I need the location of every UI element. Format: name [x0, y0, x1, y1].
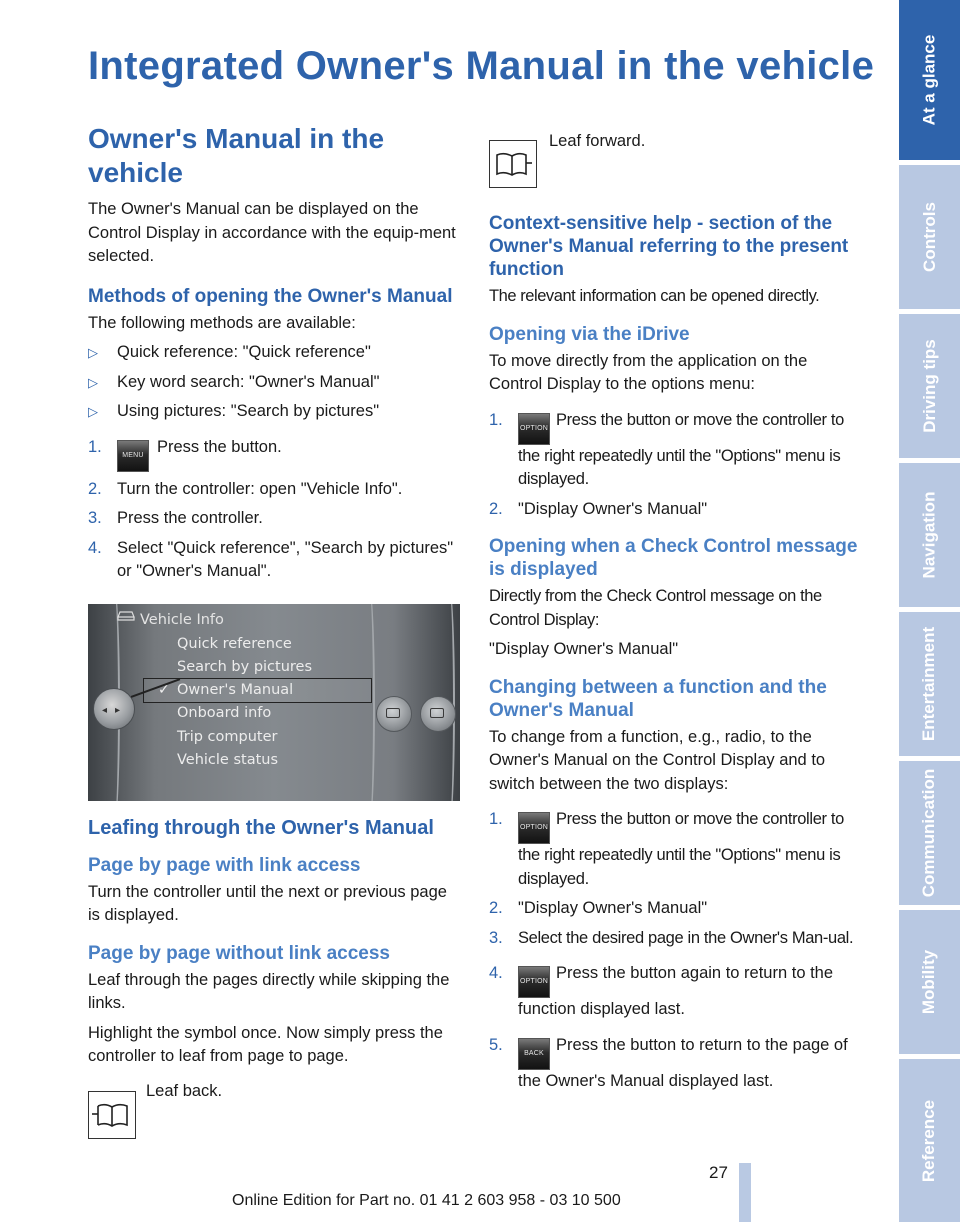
arrows-icon: ◂▸: [102, 704, 129, 716]
section-title: Owner's Manual in the vehicle: [88, 123, 385, 188]
leafing-heading: Leafing through the Owner's Manual: [88, 816, 434, 839]
checkmark-icon: ✓: [158, 682, 170, 699]
screen-menu-item-selected: ✓ Owner's Manual: [144, 679, 371, 702]
list-item: ▷ Quick reference: "Quick reference": [88, 341, 460, 365]
check-control-option: "Display Owner's Manual": [489, 640, 679, 658]
context-help-text: The relevant information can be opened directly.: [489, 287, 820, 305]
step-item: 1. OPTION Press the button or move the controller to the right repeatedly until the "Options" menu is displayed.: [489, 810, 844, 888]
tab-communication[interactable]: Communication: [899, 761, 960, 905]
leaf-back-icon: [88, 1091, 136, 1139]
methods-heading: Methods of opening the Owner's Manual: [88, 285, 453, 307]
step-item: 1. MENU Press the button.: [88, 436, 460, 472]
screen-menu-item: Trip computer: [177, 728, 278, 745]
opening-steps: [88, 436, 460, 584]
switch-intro: To change from a function, e.g., radio, to the Owner's Manual on the Control Display and to switch between the two displays:: [489, 727, 826, 793]
screen-menu: [158, 633, 371, 773]
list-item: ▷ Using pictures: "Search by pictures": [88, 400, 460, 424]
left-column: [88, 122, 460, 1139]
idrive-steps: [489, 409, 863, 522]
step-item: 3. Select the desired page in the Owner's Man‐ual.: [489, 928, 854, 947]
triangle-bullet-icon: ▷: [88, 345, 98, 360]
page-title: Integrated Owner's Manual in the vehicle: [88, 44, 875, 88]
switch-steps: [489, 808, 863, 1093]
tab-reference[interactable]: Reference: [899, 1059, 960, 1222]
step-item: 2. "Display Owner's Manual": [489, 499, 708, 518]
leaf-back-label: Leaf back.: [146, 1081, 223, 1100]
context-help-heading: Context-sensitive help - section of the Owner's Manual referring to the present function: [489, 213, 849, 280]
back-button-icon: BACK: [518, 1038, 550, 1070]
check-control-text: Directly from the Check Control message on the Control Display:: [489, 587, 822, 629]
leaf-forward-label: Leaf forward.: [549, 132, 646, 150]
step-item: 3. Press the controller.: [88, 509, 263, 527]
idrive-intro: To move directly from the application on the Control Display to the options menu:: [489, 351, 808, 393]
screen-menu-item: Search by pictures: [177, 658, 313, 675]
screen-menu-item: Vehicle status: [177, 751, 279, 768]
no-link-access-heading: Page by page without link access: [88, 942, 390, 964]
menu-button-icon: MENU: [117, 440, 149, 472]
step-item: 2. "Display Owner's Manual": [489, 899, 708, 917]
tab-driving-tips[interactable]: Driving tips: [899, 314, 960, 458]
leaf-back-row: [88, 1081, 460, 1139]
page-number: 27: [709, 1163, 728, 1182]
display-knob-icon: [376, 696, 412, 732]
triangle-bullet-icon: ▷: [88, 374, 98, 390]
display-knob-icon: [420, 696, 456, 732]
triangle-bullet-icon: ▷: [88, 404, 98, 419]
screen-menu-item: Onboard info: [177, 705, 272, 722]
methods-intro: The following methods are available:: [88, 313, 356, 332]
tab-entertainment[interactable]: Entertainment: [899, 612, 960, 756]
option-button-icon: OPTION: [518, 966, 550, 998]
step-item: 2. Turn the controller: open "Vehicle Info".: [88, 479, 403, 498]
list-item: ▷ Key word search: "Owner's Manual": [88, 371, 460, 395]
tab-at-a-glance[interactable]: At a glance: [899, 0, 960, 160]
leaf-forward-icon: [489, 140, 537, 188]
step-item: 4. Select "Quick reference", "Search by pictures" or "Owner's Manual".: [88, 538, 454, 580]
idrive-heading: Opening via the iDrive: [489, 323, 690, 345]
screen-menu-item: Quick reference: [177, 635, 292, 652]
no-link-access-text: Leaf through the pages directly while skipping the links.: [88, 970, 450, 1012]
page-number-bar: [739, 1163, 751, 1222]
option-button-icon: OPTION: [518, 812, 550, 844]
methods-list: [88, 341, 460, 424]
leaf-forward-row: [489, 131, 863, 188]
screen-header: Vehicle Info: [140, 611, 224, 628]
vehicle-icon: [116, 607, 136, 622]
step-item: 4. OPTION Press the button again to return to the function displayed last.: [489, 964, 834, 1018]
option-button-icon: OPTION: [518, 413, 550, 445]
tab-mobility[interactable]: Mobility: [899, 910, 960, 1054]
step-item: 5. BACK Press the button to return to the page of the Owner's Manual displayed last.: [489, 1035, 848, 1090]
intro-paragraph: The Owner's Manual can be displayed on the Control Display in accordance with the equip‐ment selected.: [88, 200, 456, 265]
tab-navigation[interactable]: Navigation: [899, 463, 960, 607]
check-control-heading: Opening when a Check Control message is displayed: [489, 536, 858, 580]
chapter-tabs: [899, 0, 960, 1222]
link-access-heading: Page by page with link access: [88, 854, 361, 876]
switch-heading: Changing between a function and the Owner's Manual: [489, 676, 827, 721]
right-column: [489, 122, 863, 1099]
control-display-screenshot: [88, 604, 460, 801]
step-item: 1. OPTION Press the button or move the controller to the right repeatedly until the "Options" menu is displayed.: [489, 410, 844, 488]
edition-footer: Online Edition for Part no. 01 41 2 603 958 - 03 10 500: [232, 1192, 621, 1209]
no-link-access-text: Highlight the symbol once. Now simply press the controller to leaf from page to page.: [88, 1023, 443, 1065]
link-access-text: Turn the controller until the next or previous page is displayed.: [88, 882, 447, 924]
tab-controls[interactable]: Controls: [899, 165, 960, 309]
